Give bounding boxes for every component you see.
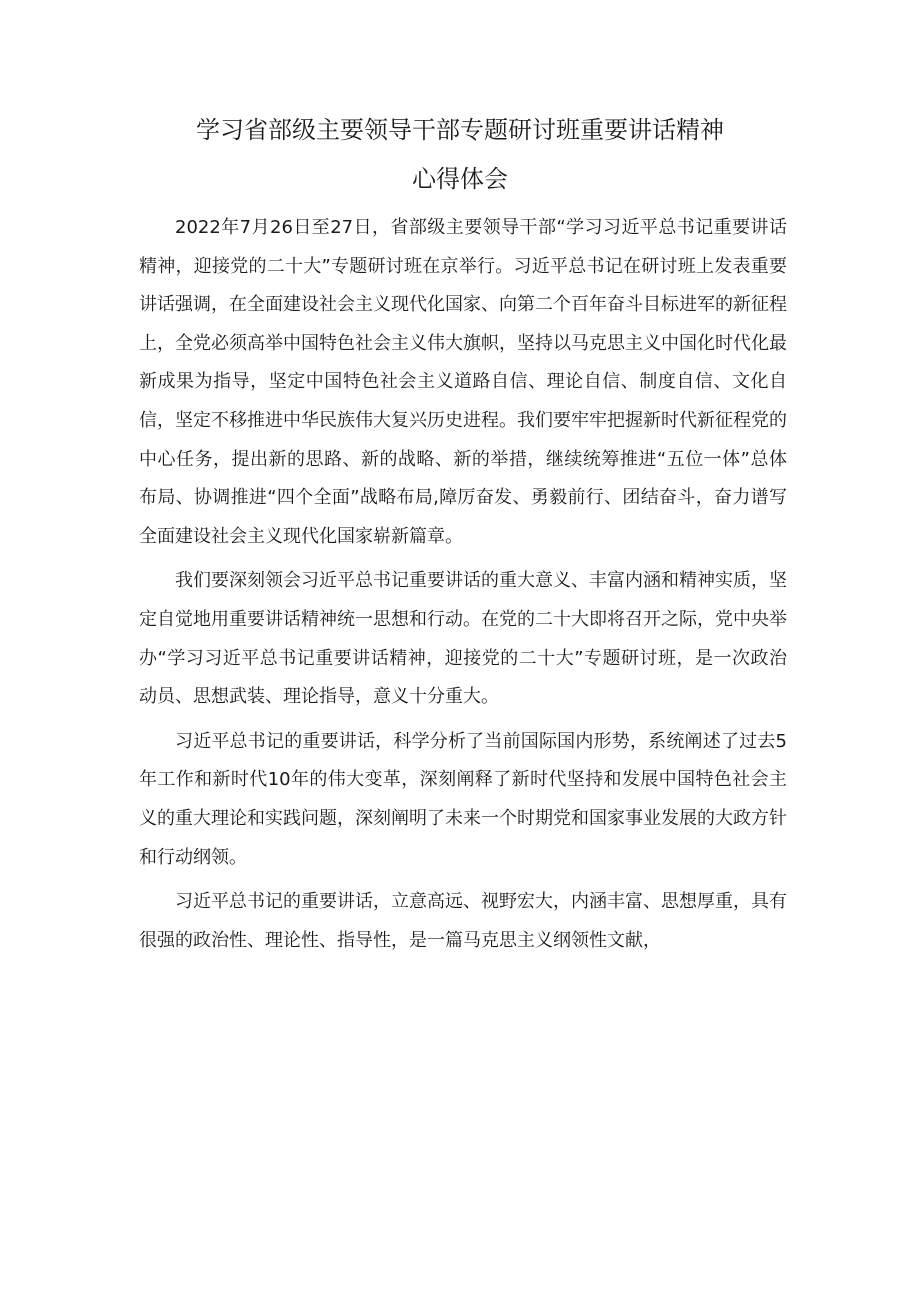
- document-subtitle: 心得体会: [412, 165, 508, 193]
- paragraph: 2022年7月26日至27日，省部级主要领导干部“学习习近平总书记重要讲话精神，迎接党的二十大”专题研讨班在京举行。习近平总书记在研讨班上发表重要讲话强调，在全面建设社会主义现代化国家、向第二个百年奋斗目标进军的新征程上，全党必须高举中国特色社会主义伟大旗帜，坚持以马克思主义中国化时代化最新成果为指导，坚定中国特色社会主义道路自信、理论自信、制度自信、文化自信，坚定不移推进中华民族伟大复兴历史进程。我们要牢牢把握新时代新征程党的中心任务，提出新的思路、新的战略、新的举措，继续统筹推进“五位一体”总体布局、协调推进“四个全面”战略布局,障厉奋发、勇毅前行、团结奋斗，奋力谱写全面建设社会主义现代化国家崭新篇章。: [139, 217, 787, 547]
- paragraph: 习近平总书记的重要讲话，立意高远、视野宏大，内涵丰富、思想厚重，具有很强的政治性、理论性、指导性，是一篇马克思主义纲领性文献，: [139, 891, 787, 951]
- document-body: [139, 209, 787, 966]
- paragraph: 我们要深刻领会习近平总书记重要讲话的重大意义、丰富内涵和精神实质，坚定自觉地用重要讲话精神统一思想和行动。在党的二十大即将召开之际，党中央举办“学习习近平总书记重要讲话精神，迎接党的二十大”专题研讨班，是一次政治动员、思想武装、理论指导，意义十分重大。: [139, 570, 787, 708]
- paragraph: 习近平总书记的重要讲话，科学分析了当前国际国内形势，系统阐述了过去5年工作和新时代10年的伟大变革，深刻阐释了新时代坚持和发展中国特色社会主义的重大理论和实践问题，深刻阐明了未来一个时期党和国家事业发展的大政方针和行动纲领。: [139, 730, 787, 868]
- document-title: 学习省部级主要领导干部专题研讨班重要讲话精神: [196, 116, 724, 144]
